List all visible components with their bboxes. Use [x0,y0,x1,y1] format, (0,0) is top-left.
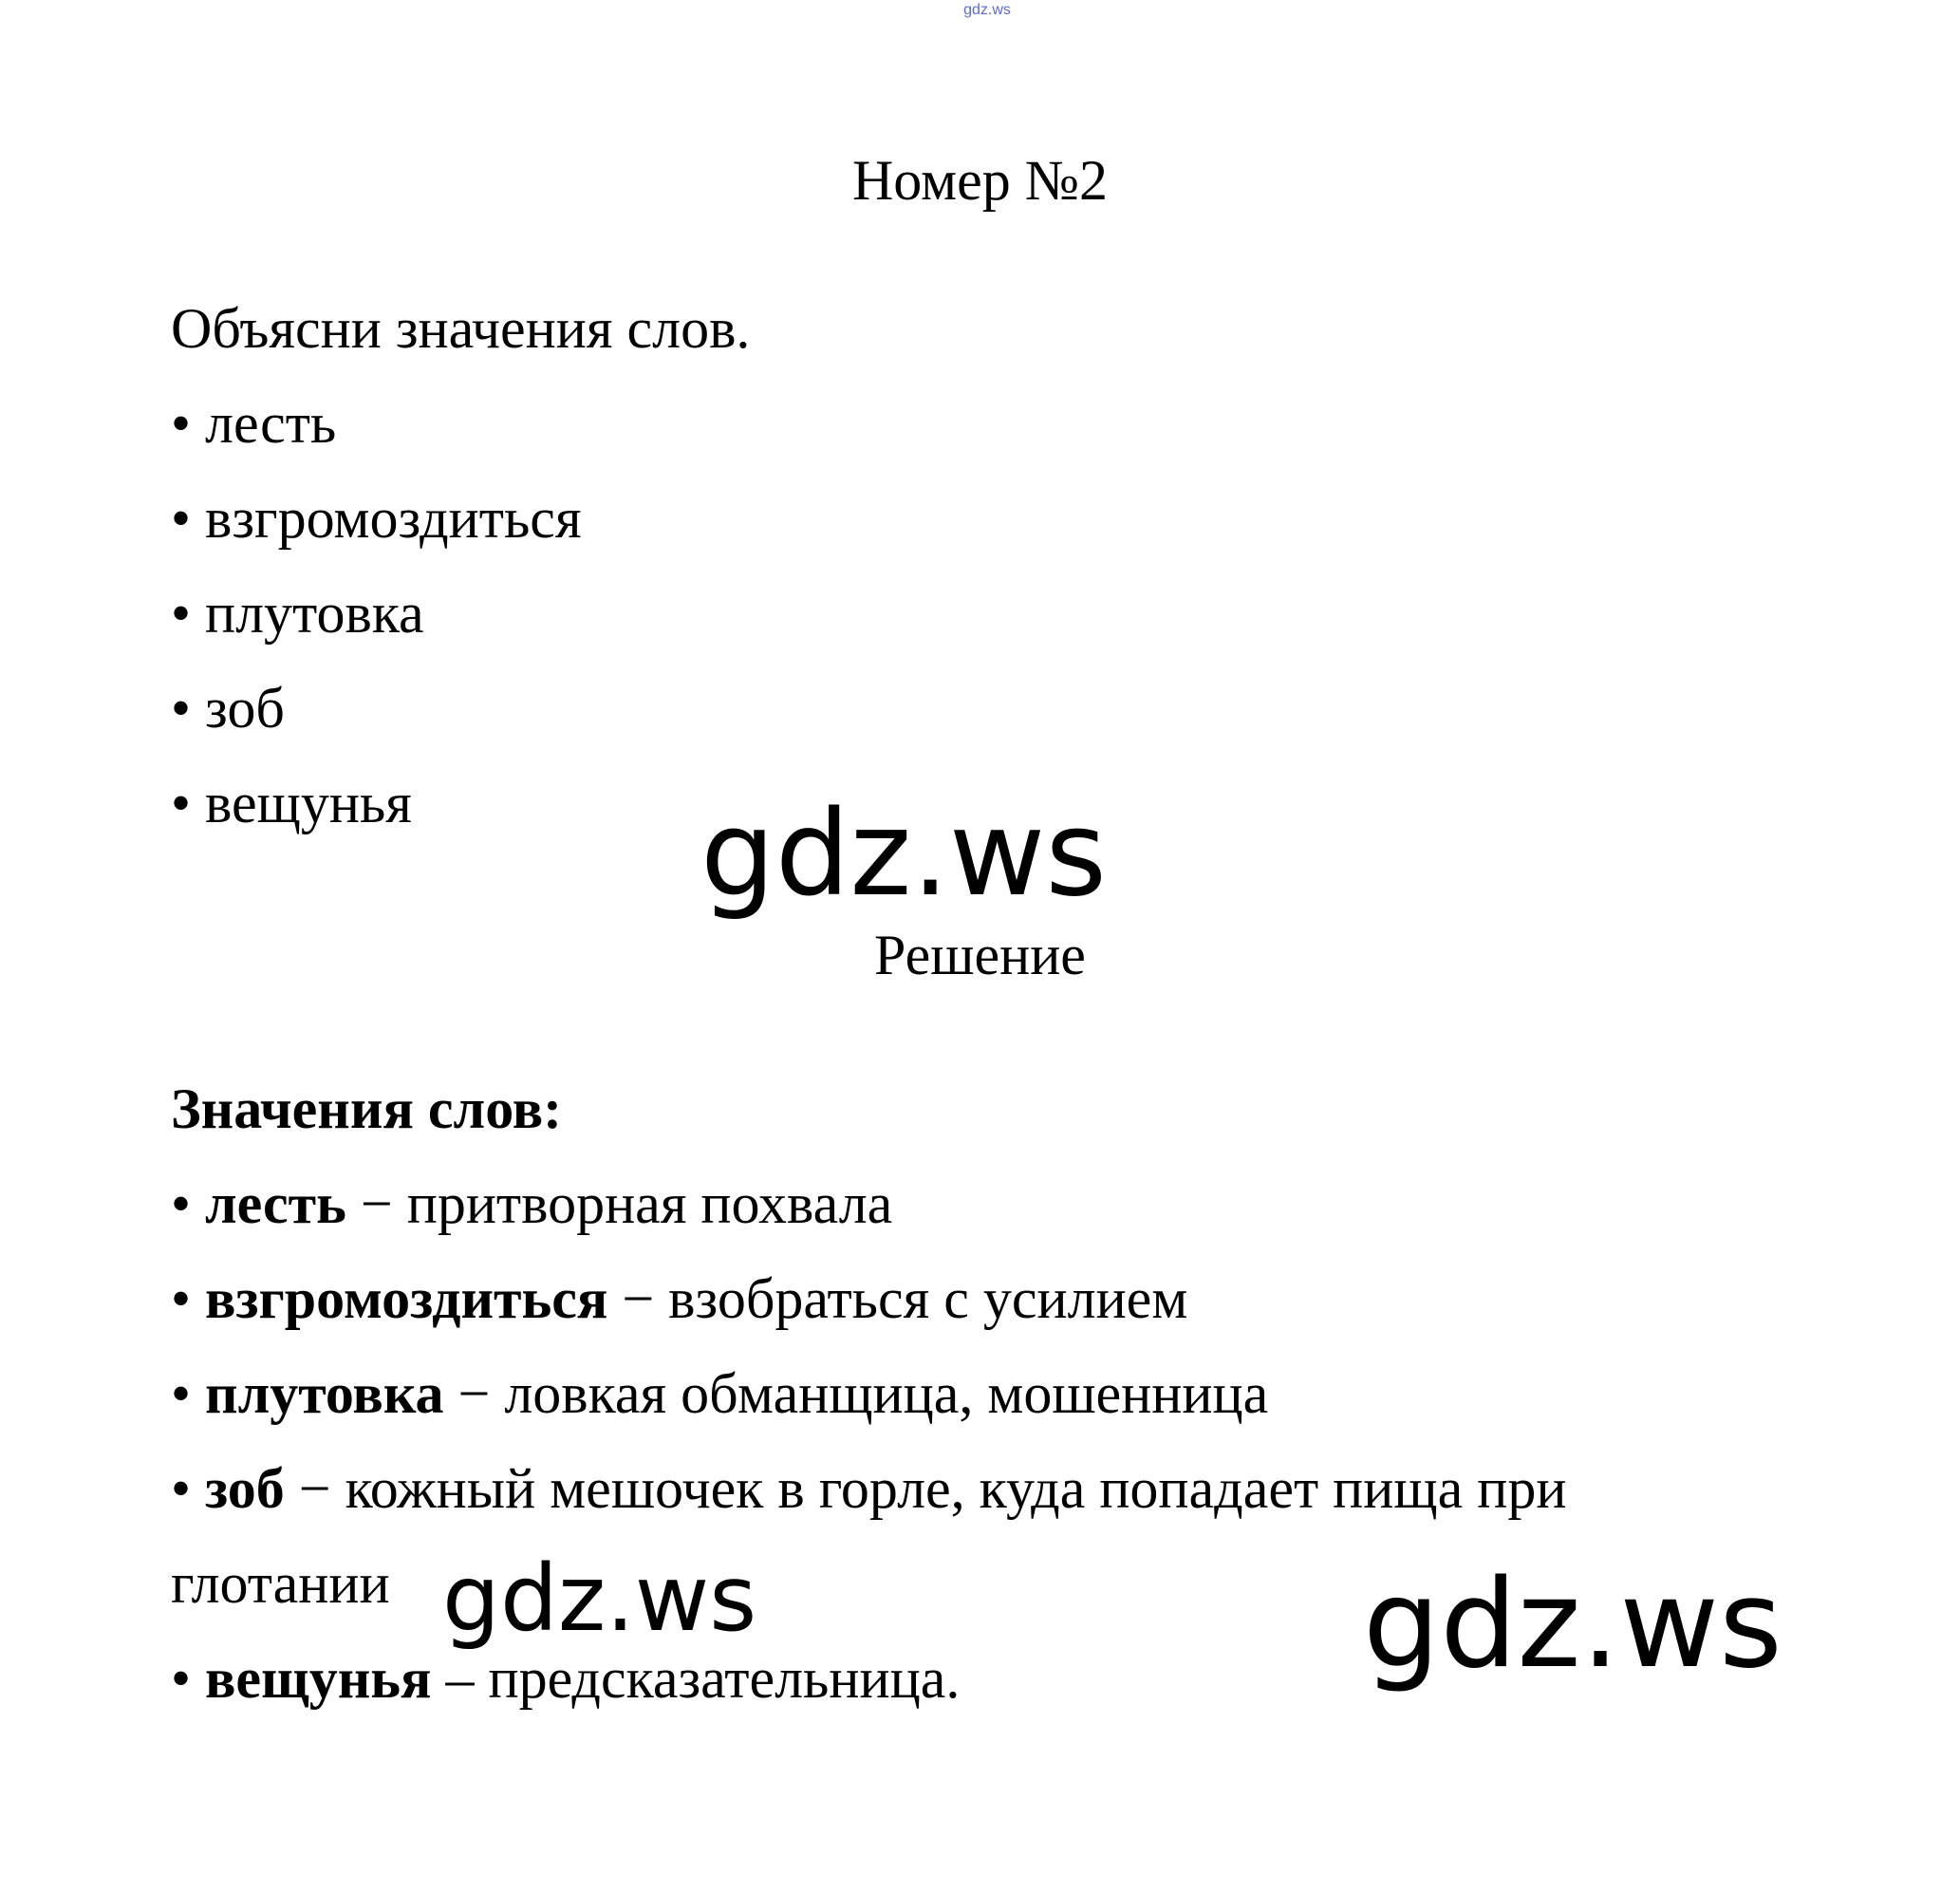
task-block [171,281,1846,851]
definition: − ловкая обманщица, мошенница [443,1362,1269,1425]
page-title: Номер №2 [851,149,1109,212]
bullet: • [171,1457,206,1520]
definition: – предсказательница. [431,1647,961,1710]
bullet: • [171,1647,206,1710]
bullet: • [171,1172,206,1235]
task-item: • плутовка [171,582,424,645]
term: взгромоздиться [205,1267,608,1330]
solution-label: Решение [874,924,1086,986]
definition: − взобраться с усилием [607,1267,1188,1330]
term: лесть [205,1172,346,1235]
task-item: • зоб [171,677,285,740]
term: зоб [205,1457,285,1520]
bullet: • [171,1267,206,1330]
term: плутовка [205,1362,444,1425]
task-item: • взгромоздиться [171,487,582,550]
task-item: • лесть [171,392,337,455]
top-watermark: gdz.ws [963,2,1011,18]
definition-item [171,1156,1846,1251]
definition-continuation: глотании [171,1552,390,1615]
answer-heading: Значения слов: [171,1077,563,1140]
watermark-logo: gdz.ws [1363,1554,1783,1695]
definition-item [171,1346,1846,1441]
definition: − кожный мешочек в горле, куда попадает пища при [284,1457,1567,1520]
definition: − притворная похвала [345,1172,893,1235]
term: вещунья [205,1647,432,1710]
bullet: • [171,1362,206,1425]
watermark-logo: gdz.ws [442,1545,757,1652]
task-prompt: Объясни значения слов. [171,297,751,360]
definition-item [171,1251,1846,1346]
watermark-logo: gdz.ws [700,786,1107,923]
definition-item [171,1441,1846,1536]
task-item: • вещунья [171,772,412,834]
